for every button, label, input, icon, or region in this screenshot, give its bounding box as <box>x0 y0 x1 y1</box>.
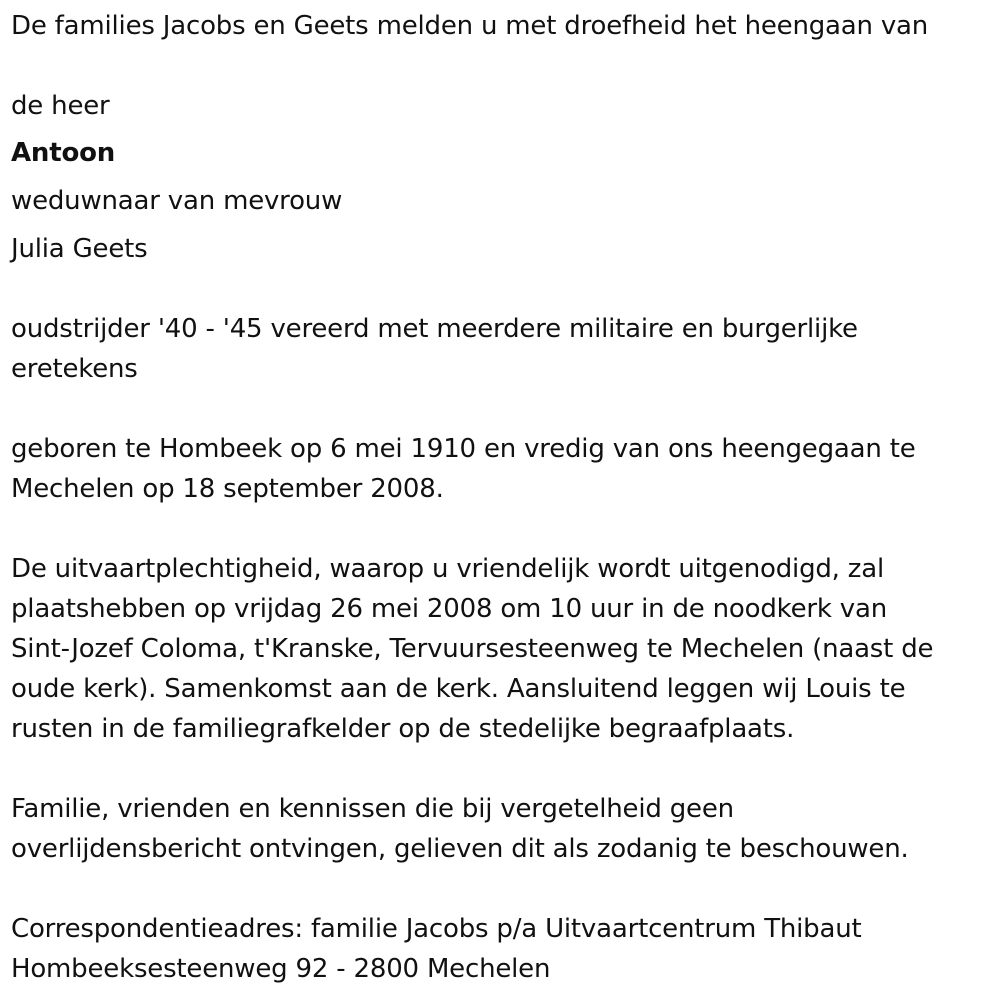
ceremony-text-line: rusten in de familiegrafkelder op de stedelijke begraafplaats. <box>11 714 795 744</box>
birth-death-text-line: Mechelen op 18 september 2008. <box>11 474 444 504</box>
widower-of-text: weduwnaar van mevrouw <box>11 186 343 216</box>
ceremony-text-line: oude kerk). Samenkomst aan de kerk. Aansluitend leggen wij Louis te <box>11 674 906 704</box>
ceremony-text-line: Sint-Jozef Coloma, t'Kranske, Tervuursesteenweg te Mechelen (naast de <box>11 634 934 664</box>
intro-text: De families Jacobs en Geets melden u met droefheid het heengaan van <box>11 11 929 41</box>
salutation: de heer <box>11 91 110 121</box>
deceased-name: Antoon <box>11 138 116 168</box>
veteran-text-line: oudstrijder '40 - '45 vereerd met meerdere militaire en burgerlijke <box>11 314 858 344</box>
birth-death-text-line: geboren te Hombeek op 6 mei 1910 en vredig van ons heengegaan te <box>11 434 916 464</box>
notice-text-line: Familie, vrienden en kennissen die bij vergetelheid geen <box>11 794 734 824</box>
address-text-line: Hombeeksesteenweg 92 - 2800 Mechelen <box>11 954 551 984</box>
address-text-line: Correspondentieadres: familie Jacobs p/a Uitvaartcentrum Thibaut <box>11 914 862 944</box>
veteran-text-line: eretekens <box>11 354 138 384</box>
ceremony-text-line: De uitvaartplechtigheid, waarop u vriendelijk wordt uitgenodigd, zal <box>11 554 885 584</box>
spouse-name: Julia Geets <box>11 234 148 264</box>
ceremony-text-line: plaatshebben op vrijdag 26 mei 2008 om 10 uur in de noodkerk van <box>11 594 887 624</box>
notice-text-line: overlijdensbericht ontvingen, gelieven dit als zodanig te beschouwen. <box>11 834 909 864</box>
